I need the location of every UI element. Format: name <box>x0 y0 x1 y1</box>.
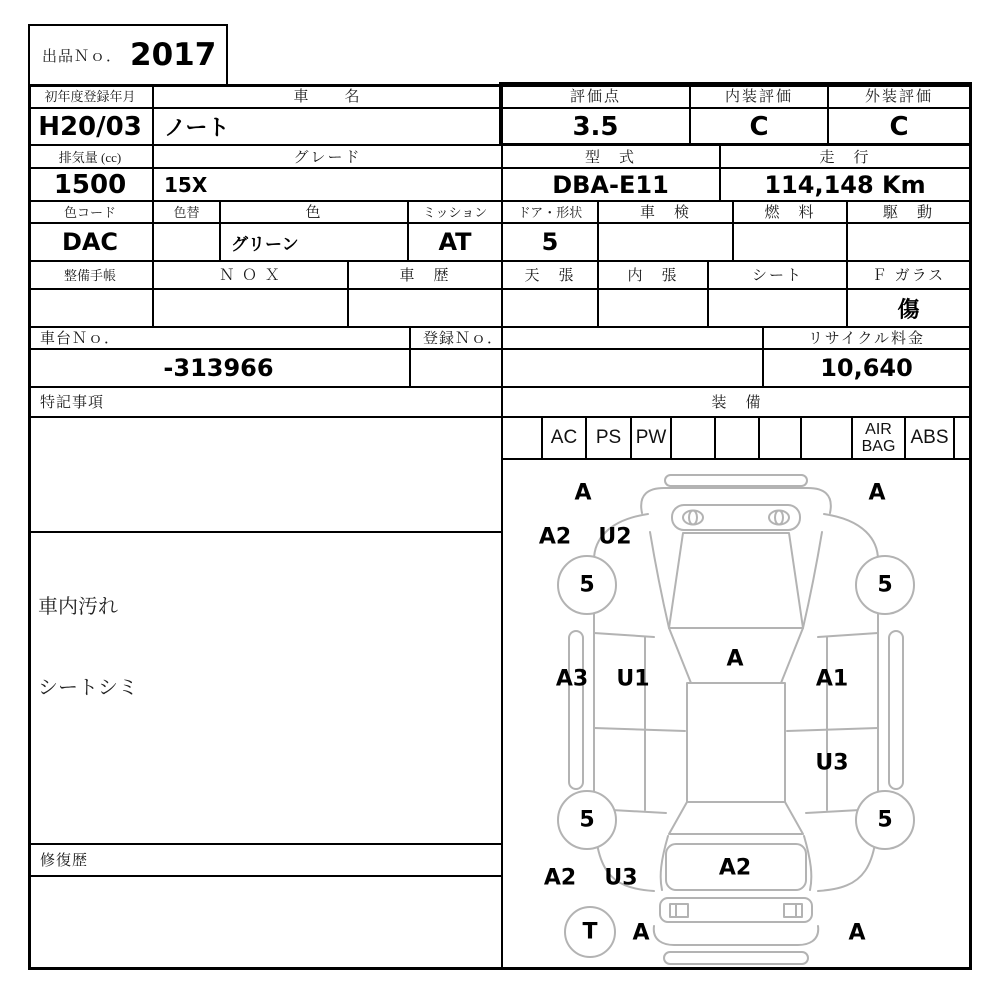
damage-label: A2 <box>543 865 577 891</box>
field-exterior-grade-label: 外装評価 <box>864 89 933 105</box>
damage-label: A <box>848 920 866 946</box>
grid-line <box>28 967 972 970</box>
car-wheels <box>555 556 914 957</box>
field-nox-label: Ｎ Ｏ Ｘ <box>219 267 282 284</box>
notes-line: シートシミ <box>38 677 138 699</box>
field-history-value <box>349 290 501 326</box>
field-fuel-value <box>734 224 846 260</box>
equipment-cell: PS <box>587 418 632 458</box>
field-registration-no-label: 登録Ｎｏ． <box>423 330 504 347</box>
field-color-change-value <box>154 224 219 260</box>
field-service-book-value <box>28 290 152 326</box>
damage-label: U1 <box>616 666 650 692</box>
field-transmission-value: AT <box>438 228 472 256</box>
field-displacement-value: 1500 <box>53 169 127 200</box>
field-first-registration-value: H20/03 <box>38 111 142 142</box>
field-doors-label: ドア・形状 <box>517 204 583 220</box>
field-first-registration-label: 初年度登録年月 <box>44 89 136 104</box>
field-color-label: 色 <box>305 204 323 221</box>
damage-labels <box>539 481 893 946</box>
damage-label: U3 <box>815 750 849 776</box>
equipment-section-label: 装 備 <box>711 394 763 411</box>
field-history-label: 車 歴 <box>399 267 451 284</box>
field-displacement-label: 排気量 (cc) <box>58 150 122 165</box>
field-exterior-grade-value: C <box>889 111 909 142</box>
equipment-cell <box>760 418 802 458</box>
damage-label: 5 <box>877 807 893 833</box>
equipment-cell <box>716 418 760 458</box>
field-color-code-label: 色コード <box>63 204 116 220</box>
field-registration-no-value <box>411 350 762 386</box>
field-chassis-no-value: -313966 <box>163 354 274 382</box>
field-car-name-value: ノート <box>164 116 230 141</box>
equipment-cell: ABS <box>906 418 955 458</box>
field-service-book-label: 整備手帳 <box>63 267 116 283</box>
damage-label: U3 <box>604 865 638 891</box>
field-color-code-value: DAC <box>61 228 119 256</box>
field-interior-grade-label: 内装評価 <box>724 89 793 105</box>
damage-label: T <box>582 919 598 945</box>
field-drive-label: 駆 動 <box>882 204 934 221</box>
field-mileage-label: 走 行 <box>819 150 871 166</box>
field-inspection-label: 車 検 <box>639 204 691 221</box>
field-front-glass-label: Ｆ ガラス <box>871 267 946 284</box>
field-recycle-fee-value: 10,640 <box>820 354 913 382</box>
equipment-cell: AIR BAG <box>853 418 906 458</box>
grid-line <box>28 531 502 533</box>
damage-label: A <box>632 920 650 946</box>
field-grade-value: 15X <box>164 172 208 197</box>
damage-label: 5 <box>579 572 595 598</box>
field-interior-grade-value: C <box>749 111 769 142</box>
repair-history-value <box>28 877 511 967</box>
damage-label: A3 <box>555 666 589 692</box>
field-chassis-no-label: 車台Ｎｏ． <box>40 330 121 347</box>
equipment-cell <box>802 418 853 458</box>
field-fuel-label: 燃 料 <box>764 204 816 221</box>
notes-body <box>38 540 358 756</box>
field-model-code-label: 型 式 <box>584 150 636 166</box>
field-inspection-value <box>599 224 732 260</box>
equipment-row <box>502 418 972 458</box>
lot-number-value: 2017 <box>130 37 217 73</box>
field-score-value: 3.5 <box>572 111 619 142</box>
field-car-name-label: 車 名 <box>293 89 362 105</box>
notes-line: 車内汚れ <box>38 596 118 618</box>
field-front-glass-value: 傷 <box>897 297 920 323</box>
notes-section-label: 特記事項 <box>40 394 105 411</box>
damage-label: 5 <box>579 807 595 833</box>
field-seat-value <box>709 290 846 326</box>
field-color-change-label: 色替 <box>173 204 200 220</box>
field-nox-value <box>154 290 347 326</box>
field-transmission-label: ミッション <box>422 204 488 220</box>
equipment-cell <box>672 418 716 458</box>
field-seat-label: シート <box>751 267 803 284</box>
damage-label: A2 <box>538 524 572 550</box>
equipment-cell <box>502 418 543 458</box>
equipment-cell: AC <box>543 418 587 458</box>
damage-label: 5 <box>877 572 893 598</box>
repair-history-label: 修復歴 <box>40 852 89 869</box>
field-door-trim-value <box>599 290 707 326</box>
lot-number-label: 出品Ｎｏ． <box>42 48 123 65</box>
field-doors-value: 5 <box>541 228 559 256</box>
field-color-value: グリーン <box>231 234 299 255</box>
field-grade-label: グレード <box>293 150 362 166</box>
field-model-code-value: DBA-E11 <box>552 170 669 199</box>
damage-label: A <box>574 480 592 506</box>
field-mileage-value: 114,148 Km <box>764 170 926 199</box>
field-headliner-value <box>503 290 597 326</box>
field-headliner-label: 天 張 <box>524 267 576 284</box>
damage-label: A2 <box>718 855 752 881</box>
lot-number-box <box>28 24 228 86</box>
damage-label: A <box>868 480 886 506</box>
field-recycle-fee-label: リサイクル料金 <box>808 330 925 347</box>
car-damage-diagram <box>502 460 972 967</box>
field-door-trim-label: 内 張 <box>627 267 679 284</box>
damage-label: A <box>726 646 744 672</box>
field-drive-value <box>848 224 969 260</box>
field-score-label: 評価点 <box>569 89 621 105</box>
damage-label: U2 <box>598 524 632 550</box>
damage-label: A1 <box>815 666 849 692</box>
equipment-cell: PW <box>632 418 672 458</box>
